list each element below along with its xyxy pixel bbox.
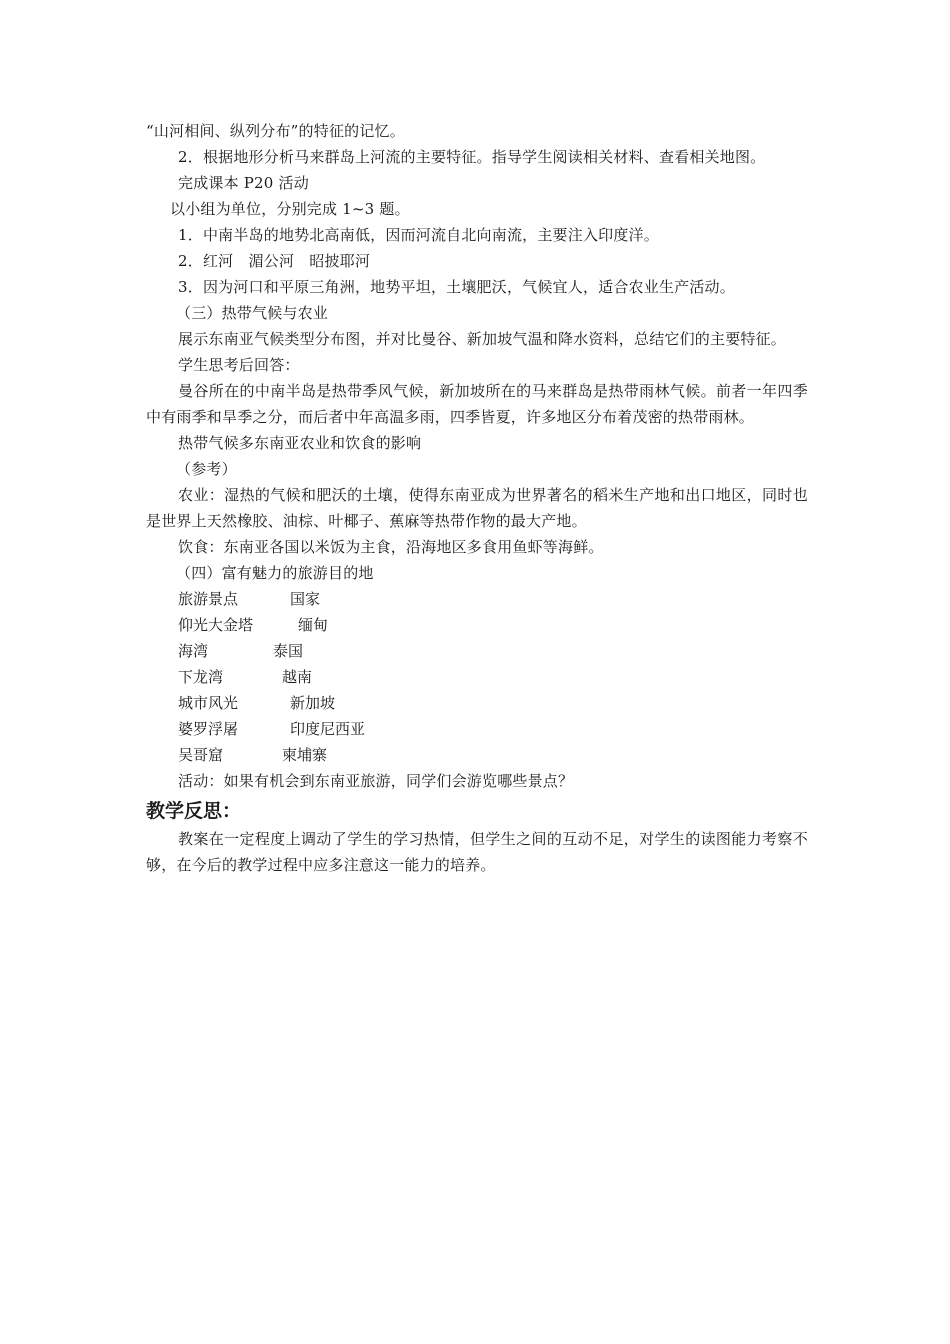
table-cell-country: 泰国 [273,642,304,660]
attraction-table [146,586,808,768]
table-cell-country: 柬埔寨 [282,746,328,764]
text-line: （参考） [176,460,237,478]
text-line: 饮食：东南亚各国以米饭为主食，沿海地区多食用鱼虾等海鲜。 [178,538,604,556]
table-row [146,690,808,716]
answer-line: 1．中南半岛的地势北高南低，因而河流自北向南流，主要注入印度洋。 [178,226,659,244]
table-row [146,612,808,638]
table-row [146,638,808,664]
paragraph: 农业：湿热的气候和肥沃的土壤，使得东南亚成为世界著名的稻米生产地和出口地区，同时也是世界上天然橡胶、油棕、叶椰子、蕉麻等热带作物的最大产地。 [146,486,808,530]
text-line: 2．根据地形分析马来群岛上河流的主要特征。指导学生阅读相关材料、查看相关地图。 [178,148,766,166]
table-cell-spot: 旅游景点 [178,590,239,608]
table-cell-country: 越南 [282,668,313,686]
text-line: 完成课本 P20 活动 [178,174,309,192]
table-cell-spot: 下龙湾 [178,668,224,686]
table-cell-country: 缅甸 [298,616,329,634]
paragraph: 展示东南亚气候类型分布图，并对比曼谷、新加坡气温和降水资料，总结它们的主要特征。 [178,330,787,348]
text-line: 活动：如果有机会到东南亚旅游，同学们会游览哪些景点？ [178,772,574,790]
table-cell-country: 新加坡 [290,694,336,712]
table-cell-spot: 仰光大金塔 [178,616,254,634]
answer-line: 3．因为河口和平原三角洲，地势平坦，土壤肥沃，气候宜人，适合农业生产活动。 [178,278,735,296]
reflection-heading: 教学反思： [146,800,242,822]
text-line: 以小组为单位，分别完成 1~3 题。 [170,200,410,218]
table-cell-spot: 海湾 [178,642,209,660]
document-page [146,118,808,878]
section-heading: （四）富有魅力的旅游目的地 [176,564,374,582]
reflection-paragraph: 教案在一定程度上调动了学生的学习热情，但学生之间的互动不足，对学生的读图能力考察不够，在今后的教学过程中应多注意这一能力的培养。 [146,830,808,874]
paragraph: 曼谷所在的中南半岛是热带季风气候，新加坡所在的马来群岛是热带雨林气候。前者一年四季中有雨季和旱季之分，而后者中年高温多雨，四季皆夏，许多地区分布着茂密的热带雨林。 [146,382,808,426]
section-heading: （三）热带气候与农业 [176,304,329,322]
table-row [146,742,808,768]
table-row [146,586,808,612]
text-line: “山河相间、纵列分布”的特征的记忆。 [146,122,405,140]
table-cell-spot: 城市风光 [178,694,239,712]
table-cell-spot: 吴哥窟 [178,746,224,764]
table-cell-country: 国家 [290,590,321,608]
table-row [146,664,808,690]
table-cell-spot: 婆罗浮屠 [178,720,239,738]
answer-line: 2．红河 湄公河 昭披耶河 [178,252,371,270]
text-line: 热带气候多东南亚农业和饮食的影响 [178,434,422,452]
table-cell-country: 印度尼西亚 [290,720,366,738]
table-row [146,716,808,742]
text-line: 学生思考后回答： [178,356,300,374]
